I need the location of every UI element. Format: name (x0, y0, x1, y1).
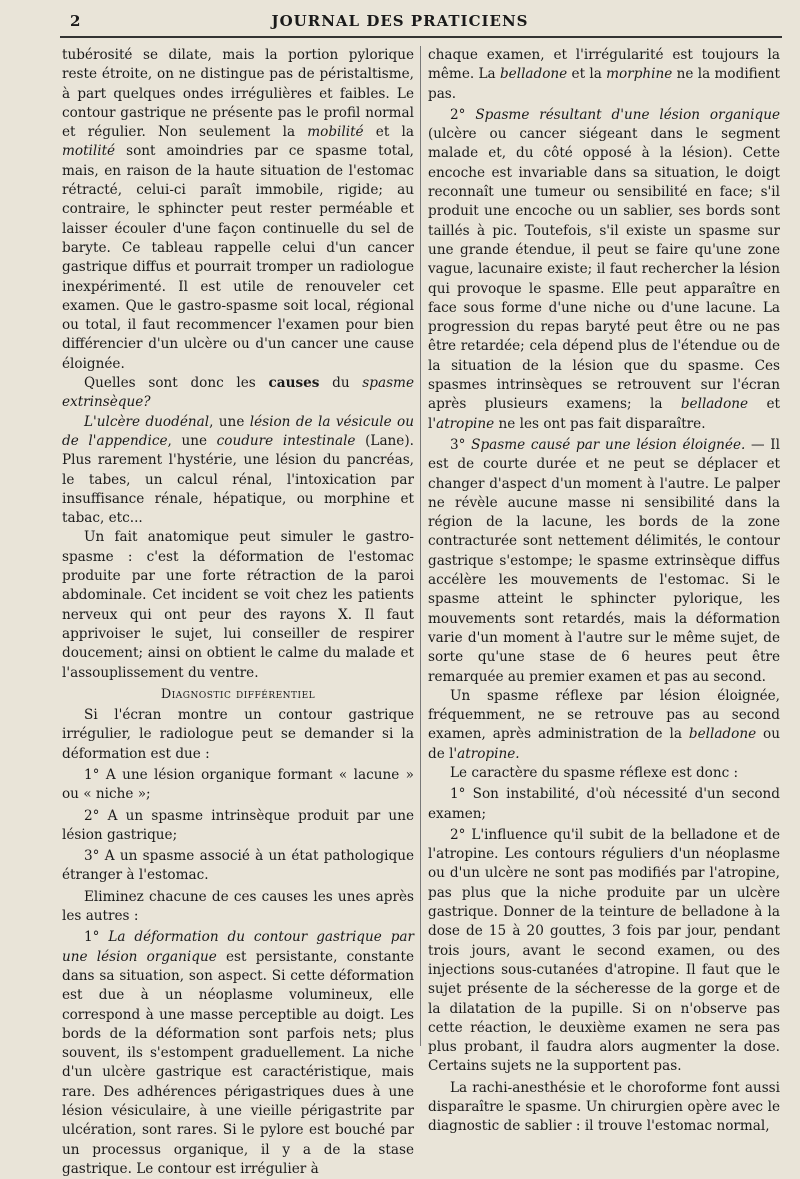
list-item: 2° A un spasme intrinsèque produit par une lésion gastrique; (62, 807, 414, 843)
paragraph: Un spasme réflexe par lésion éloignée, fréquemment, ne se retrouve pas au second examen, après administration de la belladone ou de l'atropine. (428, 687, 780, 762)
list-item: 1° A une lésion organique formant « lacune » ou « niche »; (62, 766, 414, 803)
paragraph: tubérosité se dilate, mais la portion pylorique reste étroite, on ne distingue pas de péristaltisme, à part quelques ondes irrégulières et faibles. Le contour gastrique ne présente pas le profil normal et régulier. Non seulement la mobilité et la motilité sont amoindries par ce spasme total, mais, en raison de la haute situation de l'estomac rétracté, celui-ci paraît immobile, rigide; au contraire, le sphincter peut rester perméable et laisser écouler d'une façon continuelle du sel de baryte. Ce tableau rappelle celui d'un cancer gastrique diffus et pourrait tromper un radiologue inexpérimenté. Il est utile de renouveler cet examen. Que le gastro-spasme soit local, régional ou total, il faut recommencer l'examen pour bien différencier d'un ulcère ou d'un cancer une cause éloignée. (62, 47, 414, 372)
paragraph: chaque examen, et l'irrégularité est toujours la même. La belladone et la morphine ne la modifient pas. (428, 47, 780, 102)
paragraph: Eliminez chacune de ces causes les unes après les autres : (62, 888, 414, 925)
paragraph: 2° Spasme résultant d'une lésion organique (ulcère ou cancer siégeant dans le segment malade et, du côté opposé à la lésion). Cette encoche est invariable dans sa situation, le doigt reconnaît une tumeur ou sensibilité en face; s'il produit une encoche ou un sablier, ses bords sont taillés à pic. Toutefois, s'il existe un spasme sur une grande étendue, il peut se faire qu'une zone vague, lacunaire existe; il faut rechercher la lésion qui provoque le spasme. Elle peut apparaître en face sous forme d'une niche ou d'une lacune. La progression du repas baryté peut être ou ne pas être retardée; cela dépend plus de l'étendue ou de la situation de la lésion que du spasme. Ces spasmes intrinsèques se retrouvent sur l'écran après plusieurs examens; la belladone et l'atropine ne les ont pas fait disparaître. (428, 106, 780, 432)
list-item: 3° A un spasme associé à un état pathologique étranger à l'estomac. (62, 848, 414, 884)
paragraph: 3° Spasme causé par une lésion éloignée. — Il est de courte durée et ne peut se déplacer et changer d'aspect d'un moment à l'autre. Le palper ne révèle aucune masse ni sensibilité dans la région de la lacune, les bords de la zone contracturée sont nettement délimités, le contour gastrique s'estompe; le spasme extrinsèque diffus accélère les mouvements de l'estomac. Si le spasme atteint le sphincter pylorique, les mouvements sont retardés, mais la déformation varie d'un moment à l'autre sur le même sujet, de sorte qu'une stase de 6 heures peut être remarquée au premier examen et pas au second. (428, 436, 780, 685)
journal-title: JOURNAL DES PRATICIENS (271, 12, 529, 30)
paragraph: Un fait anatomique peut simuler le gastro-spasme : c'est la déformation de l'estomac produite par une forte rétraction de la paroi abdominale. Cet incident se voit chez les patients nerveux qui ont peur des rayons X. Il faut apprivoiser le sujet, lui conseiller de respirer doucement; ainsi on obtient le calme du malade et l'assouplissement du ventre. (62, 529, 414, 681)
paragraph: L'ulcère duodénal, une lésion de la vésicule ou de l'appendice, une coudure intestinale (Lane). Plus rarement l'hystérie, une lésion du pancréas, le tabes, un calcul rénal, l'intoxication par insuffisance rénale, hépatique, ou morphine et tabac, etc... (62, 413, 414, 527)
header-rule (60, 36, 782, 38)
paragraph: Le caractère du spasme réflexe est donc : (450, 764, 739, 781)
page-header (0, 0, 800, 40)
page-number: 2 (70, 12, 81, 30)
paragraph: 1° La déformation du contour gastrique par une lésion organique est persistante, constante dans sa situation, son aspect. Si cette déformation est due à un néoplasme volumineux, elle correspond à une masse perceptible au doigt. Les bords de la déformation sont parfois nets; plus souvent, ils s'estompent graduellement. La niche d'un ulcère gastrique est caractéristique, mais rare. Des adhérences périgastriques dues à une lésion vésiculaire, à une vieille périgastrite par ulcération, sont rares. Si le pylore est bouché par un processus organique, il y a de la stase gastrique. Le contour est irrégulier à (62, 929, 414, 1177)
section-heading: Diagnostic différentiel (160, 686, 316, 702)
list-item: 2° L'influence qu'il subit de la belladone et de l'atropine. Les contours réguliers d'un néoplasme ou d'un ulcère ne sont pas modifiés par l'atropine, pas plus que la niche produite par un ulcère gastrique. Donner de la teinture de belladone à la dose de 15 à 20 gouttes, 3 fois par jour, pendant trois jours, avant le second examen, ou des injections sous-cutanées d'atropine. Il faut que le sujet présente de la sécheresse de la gorge et de la dilatation de la pupille. Si on n'observe pas cette réaction, le deuxième examen ne sera pas plus probant, il faudra alors augmenter la dose. Certains sujets ne la supportent pas. (428, 826, 780, 1075)
right-column (428, 46, 780, 1135)
paragraph: Quelles sont donc les causes du spasme extrinsèque? (62, 375, 414, 411)
paragraph: La rachi-anesthésie et le choroforme font aussi disparaître le spasme. Un chirurgien opère avec le diagnostic de sablier : il trouve l'estomac normal, (428, 1079, 780, 1135)
left-column (62, 46, 414, 1177)
paragraph: Si l'écran montre un contour gastrique irrégulier, le radiologue peut se demander si la déformation est due : (62, 707, 414, 762)
column-divider (420, 46, 421, 1046)
list-item: 1° Son instabilité, d'où nécessité d'un second examen; (428, 786, 780, 822)
